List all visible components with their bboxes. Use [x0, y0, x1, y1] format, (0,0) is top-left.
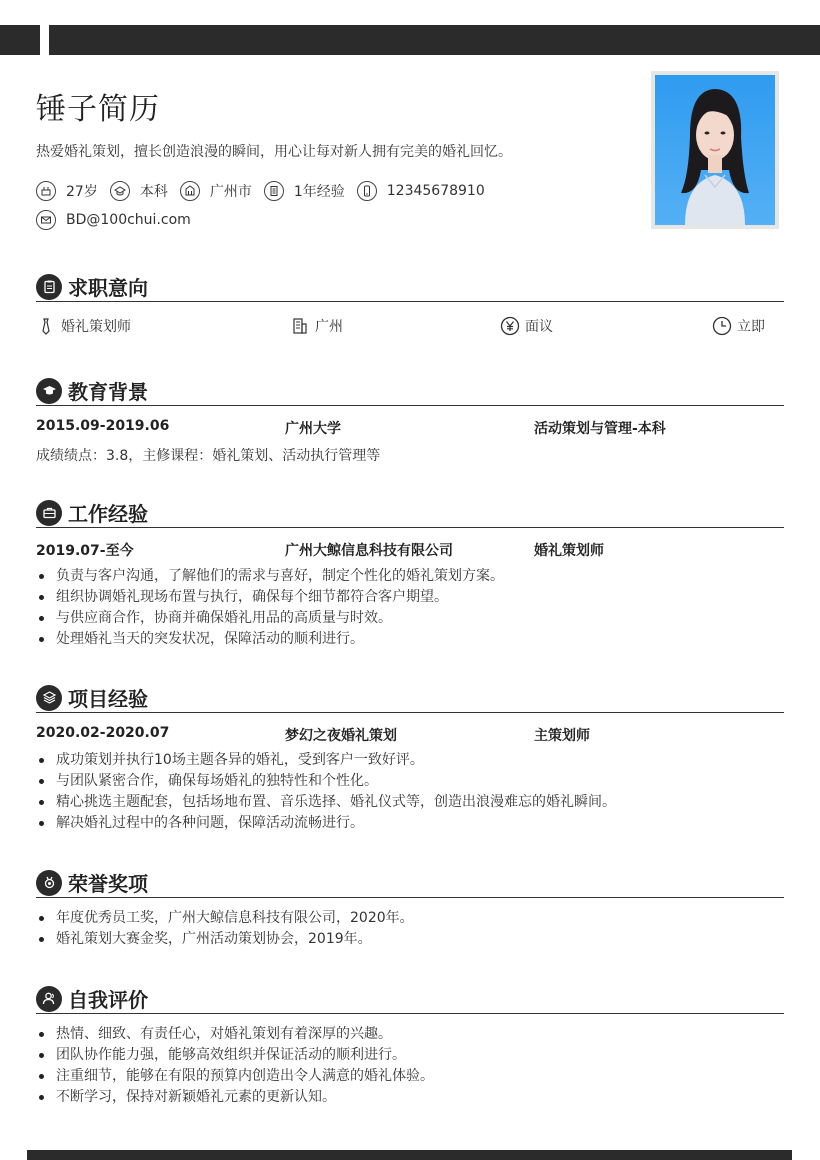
self-section-title [36, 984, 784, 1014]
education-detail: 成绩绩点：3.8，主修课程：婚礼策划、活动执行管理等 [36, 448, 381, 464]
awards-heading: 荣誉奖项 [68, 872, 148, 896]
intent-availability [712, 316, 765, 336]
project-heading: 项目经验 [68, 687, 148, 711]
list-item: 解决婚礼过程中的各种问题，保障活动流畅进行。 [36, 813, 784, 834]
medal-icon [36, 870, 62, 896]
list-item: 组织协调婚礼现场布置与执行，确保每个细节都符合客户期望。 [36, 587, 784, 608]
intent-section-title [36, 272, 784, 302]
intent-position [36, 316, 131, 336]
list-item: 与供应商合作，协商并确保婚礼用品的高质量与时效。 [36, 608, 784, 629]
briefcase-icon [36, 500, 62, 526]
experience-value: 1年经验 [293, 184, 345, 200]
graduation-cap-icon [110, 181, 130, 201]
intent-city-value: 广州 [315, 319, 343, 335]
work-company: 广州大鲸信息科技有限公司 [285, 543, 453, 559]
education-major: 活动策划与管理-本科 [534, 421, 666, 437]
resume-motto: 热爱婚礼策划，擅长创造浪漫的瞬间，用心让每对新人拥有完美的婚礼回忆。 [36, 144, 512, 160]
project-period: 2020.02-2020.07 [36, 725, 170, 741]
list-item: 团队协作能力强，能够高效组织并保证活动的顺利进行。 [36, 1045, 784, 1066]
intent-salary [500, 316, 553, 336]
education-school: 广州大学 [285, 421, 341, 437]
list-item: 注重细节，能够在有限的预算内创造出令人满意的婚礼体验。 [36, 1066, 784, 1087]
self-bullets [36, 1024, 784, 1108]
intent-row [36, 316, 784, 338]
layers-icon [36, 685, 62, 711]
project-entry [36, 725, 784, 745]
work-entry [36, 540, 784, 560]
education-section-title [36, 376, 784, 406]
office-building-icon [290, 316, 310, 336]
degree-item [110, 181, 168, 201]
list-item: 负责与客户沟通，了解他们的需求与喜好，制定个性化的婚礼策划方案。 [36, 566, 784, 587]
work-heading: 工作经验 [68, 502, 148, 526]
resume-name: 锤子简历 [36, 92, 160, 127]
document-icon [264, 181, 284, 201]
user-icon [36, 986, 62, 1012]
phone-value: 12345678910 [386, 183, 485, 199]
self-heading: 自我评价 [68, 988, 148, 1012]
awards-bullets [36, 908, 784, 950]
list-item: 精心挑选主题配套，包括场地布置、音乐选择、婚礼仪式等，创造出浪漫难忘的婚礼瞬间。 [36, 792, 784, 813]
graduation-cap-icon [36, 378, 62, 404]
education-period: 2015.09-2019.06 [36, 418, 170, 434]
list-item: 热情、细致、有责任心，对婚礼策划有着深厚的兴趣。 [36, 1024, 784, 1045]
work-section-title [36, 498, 784, 528]
phone-icon [357, 181, 377, 201]
work-bullets [36, 566, 784, 650]
awards-section-title [36, 868, 784, 898]
work-period: 2019.07-至今 [36, 543, 134, 559]
top-bar-left [0, 25, 40, 55]
intent-availability-value: 立即 [737, 319, 765, 335]
experience-item [264, 181, 345, 201]
list-item: 不断学习，保持对新颖婚礼元素的更新认知。 [36, 1087, 784, 1108]
intent-heading: 求职意向 [68, 276, 148, 300]
email-value: BD@100chui.com [66, 212, 191, 228]
project-name: 梦幻之夜婚礼策划 [285, 728, 397, 744]
city-value: 广州市 [209, 184, 252, 200]
list-item: 成功策划并执行10场主题各异的婚礼，受到客户一致好评。 [36, 750, 784, 771]
work-role: 婚礼策划师 [534, 543, 604, 559]
profile-photo-frame [651, 71, 779, 229]
degree-value: 本科 [139, 184, 168, 200]
cake-icon [36, 181, 56, 201]
intent-position-value: 婚礼策划师 [61, 319, 131, 335]
clipboard-icon [36, 274, 62, 300]
intent-salary-value: 面议 [525, 319, 553, 335]
education-entry [36, 418, 784, 438]
building-icon [180, 181, 200, 201]
list-item: 年度优秀员工奖，广州大鲸信息科技有限公司，2020年。 [36, 908, 784, 929]
project-role: 主策划师 [534, 728, 590, 744]
mail-icon [36, 210, 56, 230]
clock-icon [712, 316, 732, 336]
list-item: 与团队紧密合作，确保每场婚礼的独特性和个性化。 [36, 771, 784, 792]
city-item [180, 181, 252, 201]
age-value: 27岁 [66, 184, 98, 200]
email-item [36, 210, 191, 230]
intent-city [290, 316, 343, 336]
yen-icon [500, 316, 520, 336]
phone-item [357, 181, 485, 201]
profile-photo [655, 75, 775, 225]
tie-icon [36, 316, 56, 336]
age-item [36, 181, 98, 201]
education-heading: 教育背景 [68, 380, 148, 404]
basic-info-row [36, 181, 497, 201]
contact-info-row [36, 210, 203, 230]
bottom-bar [27, 1150, 792, 1160]
list-item: 婚礼策划大赛金奖，广州活动策划协会，2019年。 [36, 929, 784, 950]
top-bar-right [49, 25, 820, 55]
list-item: 处理婚礼当天的突发状况，保障活动的顺利进行。 [36, 629, 784, 650]
project-bullets [36, 750, 784, 834]
project-section-title [36, 683, 784, 713]
